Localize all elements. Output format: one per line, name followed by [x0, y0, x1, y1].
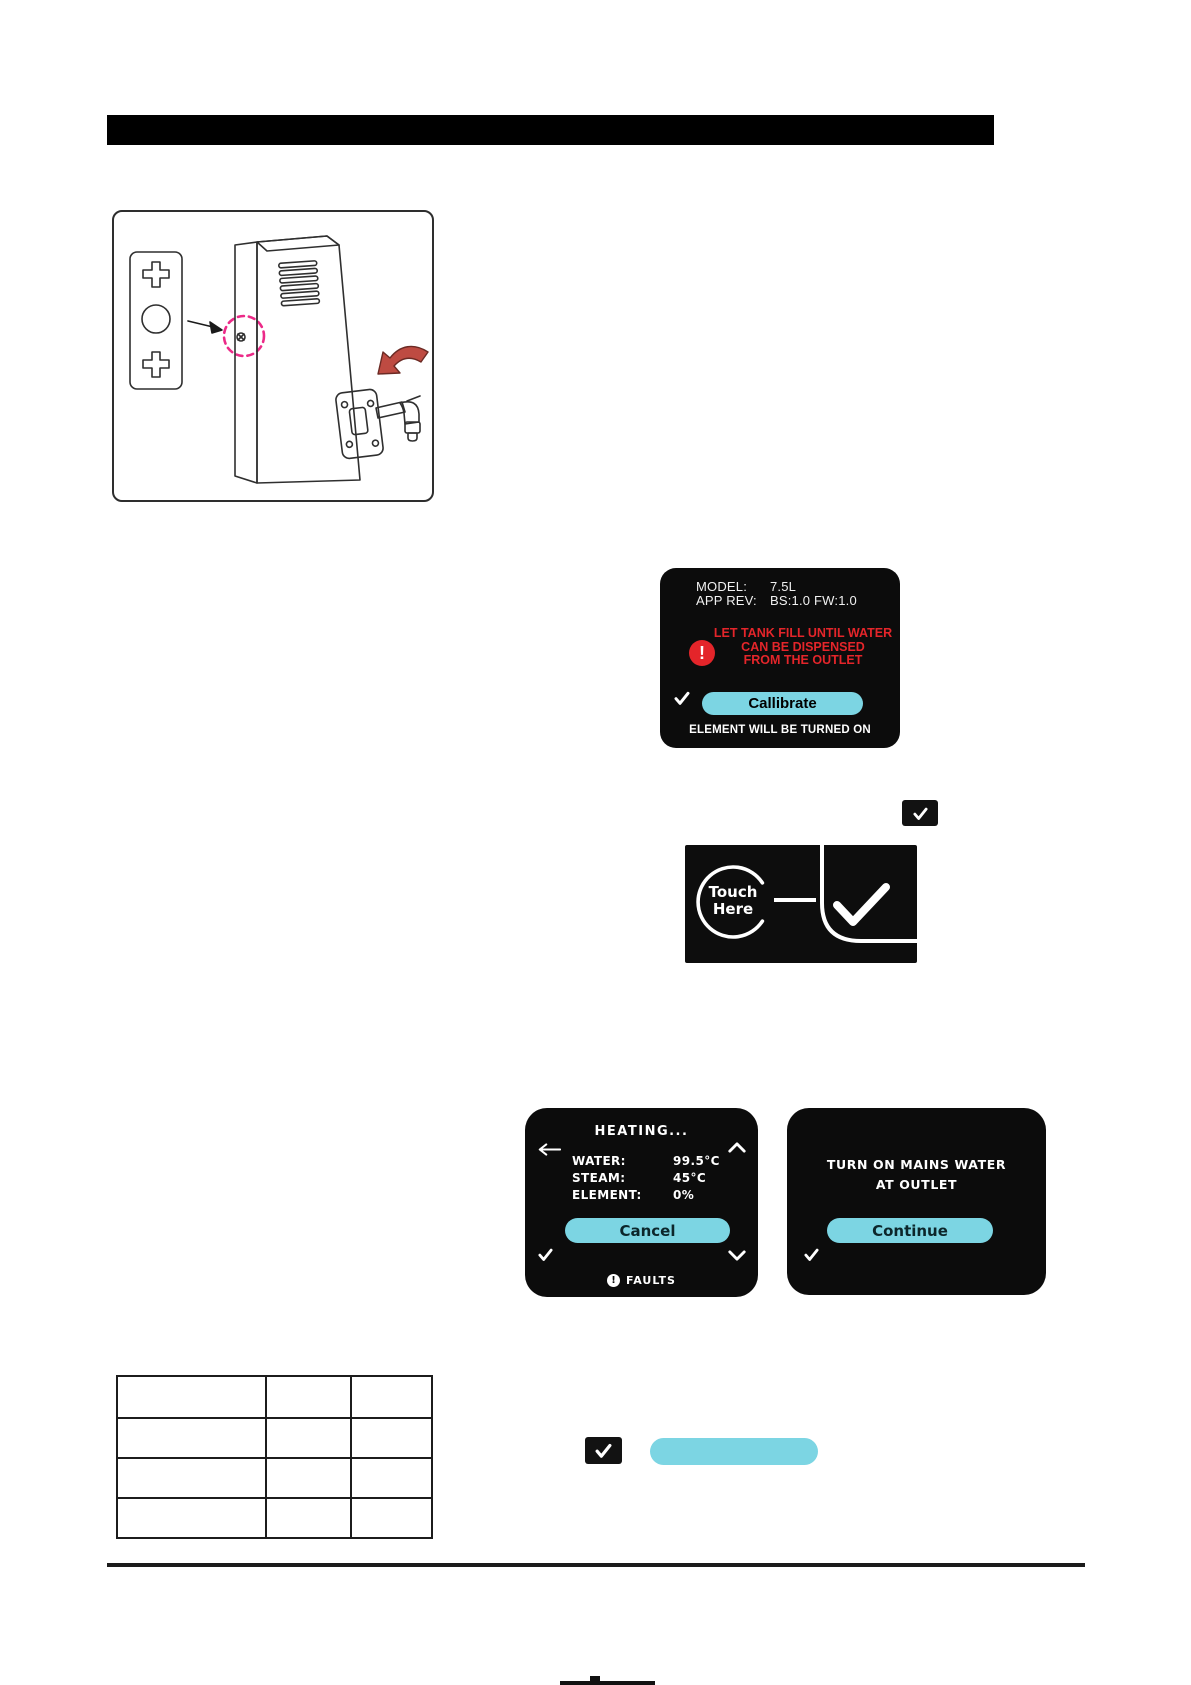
keyhole-circle	[142, 305, 170, 333]
confirm-check-icon[interactable]	[673, 690, 691, 706]
table-cell	[351, 1418, 432, 1458]
model-row	[696, 579, 796, 594]
mains-water-screen	[787, 1108, 1046, 1295]
screw-highlight-circle	[224, 316, 264, 356]
footer-divider	[107, 1563, 1085, 1567]
warning-line: FROM THE OUTLET	[743, 653, 863, 667]
table-cell	[117, 1458, 266, 1498]
chevron-down-icon[interactable]	[728, 1250, 746, 1261]
table-cell	[117, 1376, 266, 1418]
steam-value: 45°C	[673, 1171, 707, 1185]
touch-label-line: Touch	[708, 883, 758, 901]
table-row	[117, 1376, 432, 1418]
touch-here-label	[697, 884, 769, 918]
cancel-button-label: Cancel	[619, 1221, 676, 1240]
keyhole-bottom	[143, 352, 169, 377]
blank-record-table	[116, 1375, 433, 1539]
model-value: 7.5L	[770, 579, 797, 594]
steam-label: STEAM:	[572, 1171, 626, 1185]
fault-glyph: !	[611, 1275, 616, 1286]
table-cell	[266, 1458, 351, 1498]
table-cell	[117, 1418, 266, 1458]
cropped-footer-artifact	[560, 1681, 655, 1685]
water-value: 99.5°C	[673, 1154, 720, 1168]
table-cell	[117, 1498, 266, 1538]
table-cell	[266, 1498, 351, 1538]
warning-message	[712, 627, 894, 668]
keyhole-top	[143, 262, 169, 287]
table-row	[117, 1498, 432, 1538]
touch-here-panel	[685, 845, 917, 963]
heating-title: HEATING...	[594, 1124, 689, 1139]
table-cell	[351, 1458, 432, 1498]
element-value: 0%	[673, 1188, 695, 1202]
inline-checkbox-tile[interactable]	[585, 1437, 622, 1464]
calibrate-screen	[660, 568, 900, 748]
section-header-bar	[107, 115, 994, 145]
table-cell	[351, 1376, 432, 1418]
continue-button-label: Continue	[872, 1221, 948, 1240]
model-label: MODEL:	[696, 579, 748, 594]
mains-message	[787, 1155, 1046, 1195]
table-cell	[351, 1498, 432, 1538]
app-rev-value: BS:1.0 FW:1.0	[770, 593, 857, 608]
check-icon	[593, 1442, 614, 1459]
stat-row-water	[572, 1153, 732, 1170]
touch-label-line: Here	[712, 900, 754, 918]
check-icon	[911, 806, 930, 821]
continue-button[interactable]	[827, 1218, 993, 1243]
warning-glyph: !	[699, 642, 705, 663]
faults-row[interactable]	[525, 1274, 758, 1287]
warning-line: LET TANK FILL UNTIL WATER	[713, 626, 893, 640]
calibrate-button[interactable]	[702, 692, 863, 715]
mounting-plate	[130, 252, 182, 389]
table-cell	[266, 1418, 351, 1458]
app-rev-row	[696, 593, 857, 608]
mains-message-line: TURN ON MAINS WATER	[826, 1157, 1007, 1172]
cancel-button[interactable]	[565, 1218, 730, 1243]
fault-alert-icon	[607, 1274, 620, 1287]
installation-figure	[112, 210, 434, 502]
outlet-tap	[376, 396, 420, 441]
faults-label: FAULTS	[626, 1274, 676, 1287]
app-rev-label: APP REV:	[696, 593, 757, 608]
screen-corner-bezel	[822, 845, 917, 941]
inline-check-tile[interactable]	[902, 800, 938, 826]
chevron-up-icon[interactable]	[728, 1142, 746, 1153]
confirm-check-icon[interactable]	[537, 1247, 554, 1262]
heating-screen	[525, 1108, 758, 1297]
table-row	[117, 1458, 432, 1498]
warning-line: CAN BE DISPENSED	[741, 639, 865, 654]
vent-slats	[279, 261, 320, 306]
stat-row-element	[572, 1187, 732, 1204]
big-check-icon[interactable]	[837, 887, 886, 922]
control-panel	[335, 389, 384, 460]
confirm-check-icon[interactable]	[803, 1247, 820, 1262]
mains-message-line: AT OUTLET	[875, 1177, 958, 1192]
element-on-note: ELEMENT WILL BE TURNED ON	[689, 724, 871, 736]
pointer-arrow	[188, 321, 222, 333]
blank-action-pill[interactable]	[650, 1438, 818, 1465]
heating-stats	[572, 1153, 732, 1204]
calibrate-button-label: Callibrate	[748, 695, 817, 712]
element-label: ELEMENT:	[572, 1188, 642, 1202]
table-cell	[266, 1376, 351, 1418]
water-label: WATER:	[572, 1154, 626, 1168]
red-direction-arrow	[378, 346, 428, 374]
cropped-footer-artifact	[590, 1676, 600, 1685]
stat-row-steam	[572, 1170, 732, 1187]
screw-icon	[237, 333, 245, 341]
installation-drawing	[114, 212, 432, 500]
back-arrow-icon[interactable]	[537, 1143, 561, 1156]
table-row	[117, 1418, 432, 1458]
